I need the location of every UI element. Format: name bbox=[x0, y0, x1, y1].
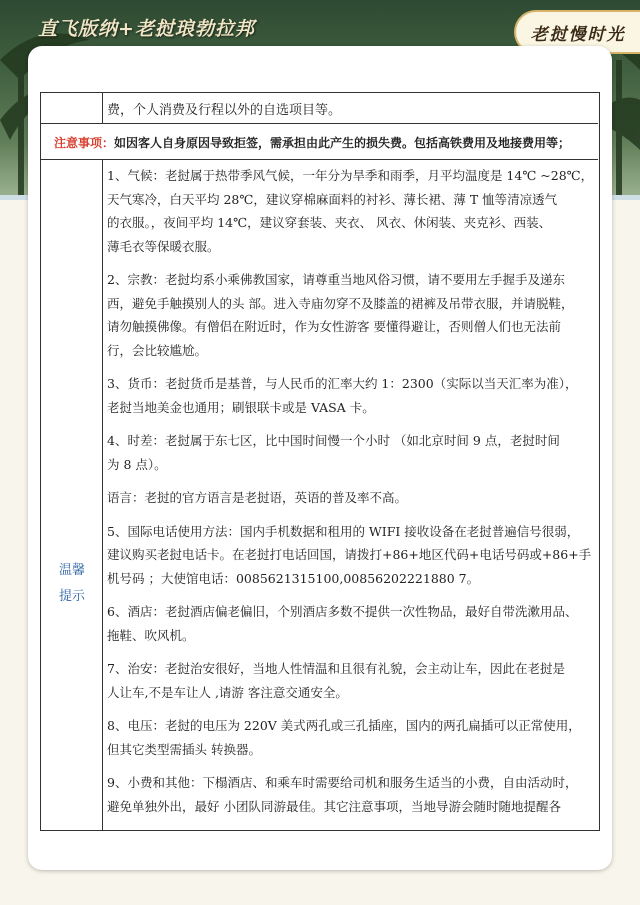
tip-item-voltage: 8、电压：老挝的电压为 220V 美式两孔或三孔插座，国内的两孔扁插可以正常使用， 但其它类型需插头 转换器。 bbox=[107, 718, 581, 757]
tips-content bbox=[107, 160, 597, 818]
notice-label: 注意事项： bbox=[54, 136, 115, 150]
table-label-cell bbox=[41, 93, 103, 124]
table-row bbox=[41, 93, 598, 124]
page-title: 直飞版纳+老挝琅勃拉邦 bbox=[38, 18, 255, 40]
tips-row bbox=[41, 160, 598, 830]
tips-label-cell bbox=[41, 160, 103, 830]
notice-row bbox=[41, 124, 598, 160]
tip-item-timezone: 4、时差：老挝属于东七区，比中国时间慢一个小时 （如北京时间 9 点，老挝时间 为 8 点）。 bbox=[107, 433, 560, 472]
tip-item-language: 语言：老挝的官方语言是老挝语，英语的普及率不高。 bbox=[107, 490, 408, 505]
tips-label-line: 提示 bbox=[58, 589, 85, 604]
tip-item-currency: 3、货币：老挝货币是基普，与人民币的汇率大约 1：2300（实际以当天汇率为准）， 老挝当地美金也通用；刷银联卡或是 VASA 卡。 bbox=[107, 376, 578, 415]
series-badge: 老挝慢时光 bbox=[514, 10, 640, 54]
tips-label-line: 温馨 bbox=[58, 563, 85, 578]
tip-item-phone: 5、国际电话使用方法：国内手机数据和租用的 WIFI 接收设备在老挝普遍信号很弱， 建议购买老挝电话卡。在老挝打电话回国，请拨打+86+地区代码+电话号码或+86+手 机号码 ；大使馆电话：0085621315100,00856202221880 7。 bbox=[107, 523, 592, 586]
tip-item-climate: 1、气候：老挝属于热带季风气候，一年分为旱季和雨季，月平均温度是 14℃ ~28℃， 天气寒冷，白天平均 28℃，建议穿棉麻面料的衬衫、薄长裙、薄 T 恤等清凉透气 的衣服。，夜间平均 14℃，建议穿套装、夹衣、 风衣、休闲装、夹克衫、西装、 薄毛衣等保暖衣服。 bbox=[107, 168, 594, 254]
tip-item-tips: 9、小费和其他：下榻酒店、和乘车时需要给司机和服务生适当的小费，自由活动时， 避免单独外出，最好 小团队同游最佳。其它注意事项，当地导游会随时随地提醒各 bbox=[107, 775, 578, 814]
tip-item-religion: 2、宗教：老挝均系小乘佛教国家，请尊重当地风俗习惯，请不要用左手握手及递东 西，避免手触摸别人的头 部。进入寺庙勿穿不及膝盖的裙裤及吊带衣服，并请脱鞋， 请勿触摸佛像。有僧侣在附近时，作为女性游客 要懂得避让，否则僧人们也无法前 行，会比较尴尬。 bbox=[107, 272, 574, 358]
info-table bbox=[40, 92, 600, 831]
row-continued-text: 费，个人消费及行程以外的自选项目等。 bbox=[107, 103, 342, 118]
tip-item-hotel: 6、酒店：老挝酒店偏老偏旧，个别酒店多数不提供一次性物品，最好自带洗漱用品、 拖鞋、吹风机。 bbox=[107, 604, 578, 643]
tips-label bbox=[41, 558, 103, 610]
notice-text-block bbox=[54, 134, 570, 151]
tip-item-safety: 7、治安：老挝治安很好，当地人性情温和且很有礼貌，会主动让车，因此在老挝是 人让车,不是车让人 ,请游 客注意交通安全。 bbox=[107, 661, 565, 700]
notice-text: 如因客人自身原因导致拒签，需承担由此产生的损失费。包括高铁费用及地接费用等； bbox=[114, 136, 571, 150]
